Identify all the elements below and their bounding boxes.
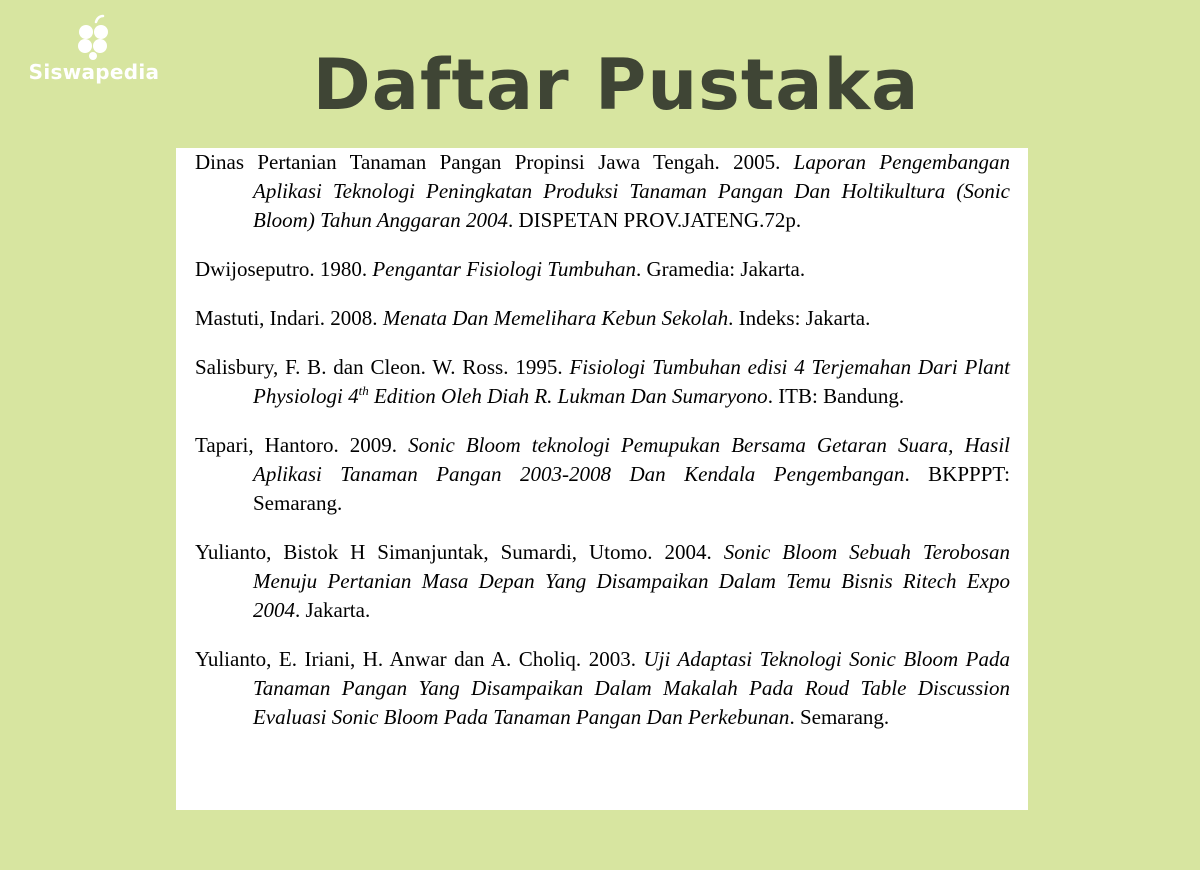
reference-entry [195,645,1010,732]
reference-author-year: Tapari, Hantoro. 2009. [195,433,409,457]
reference-title-part: Fisiologi Tumbuhan edisi 4 Terjemahan Dari Plant Physiologi 4 [253,355,1011,408]
reference-entry [195,538,1010,625]
reference-entry [195,304,1010,333]
reference-author-year: Salisbury, F. B. dan Cleon. W. Ross. 1995. [195,355,570,379]
reference-publisher: . DISPETAN PROV.JATENG.72p. [507,208,802,232]
reference-title: Uji Adaptasi Teknologi Sonic Bloom Pada Tanaman Pangan Yang Disampaikan Dalam Makalah Pada Roud Table Discussion Evaluasi Sonic Bloom Pada Tanaman Pangan Dan Perkebunan [253,647,1010,729]
reference-author-year: Dinas Pertanian Tanaman Pangan Propinsi Jawa Tengah. 2005. [195,150,794,174]
reference-title: Laporan Pengembangan Aplikasi Teknologi Peningkatan Produksi Tanaman Pangan Dan Holtikultura (Sonic Bloom) Tahun Anggaran 2004 [253,150,1010,232]
reference-author-year: Mastuti, Indari. 2008. [195,306,383,330]
reference-author-year: Yulianto, Bistok H Simanjuntak, Sumardi, Utomo. 2004. [195,540,724,564]
ordinal-superscript: th [358,383,369,398]
reference-publisher: . Indeks: Jakarta. [728,306,871,330]
brand-name: Siswapedia [28,60,160,84]
reference-title-part: Edition Oleh Diah R. Lukman Dan Sumaryono [368,384,768,408]
reference-publisher: . Semarang. [789,705,890,729]
reference-entry [195,431,1010,518]
reference-entry [195,148,1010,235]
reference-publisher: . Gramedia: Jakarta. [636,257,806,281]
page-title: Daftar Pustaka [312,44,920,126]
reference-author-year: Yulianto, E. Iriani, H. Anwar dan A. Choliq. 2003. [195,647,644,671]
reference-entry [195,353,1010,411]
reference-author-year: Dwijoseputro. 1980. [195,257,373,281]
reference-title: Sonic Bloom Sebuah Terobosan Menuju Pertanian Masa Depan Yang Disampaikan Dalam Temu Bisnis Ritech Expo 2004 [253,540,1010,622]
reference-list-document [176,148,1028,810]
reference-title: Pengantar Fisiologi Tumbuhan [372,257,637,281]
reference-title: Sonic Bloom teknologi Pemupukan Bersama Getaran Suara, Hasil Aplikasi Tanaman Pangan 2003-2008 Dan Kendala Pengembangan [253,433,1010,486]
reference-list [195,148,1010,752]
reference-title: Menata Dan Memelihara Kebun Sekolah [382,306,729,330]
reference-publisher: . BKPPPT: Semarang. [253,462,1010,515]
reference-publisher: . ITB: Bandung. [767,384,905,408]
reference-entry [195,255,1010,284]
reference-publisher: . Jakarta. [295,598,371,622]
